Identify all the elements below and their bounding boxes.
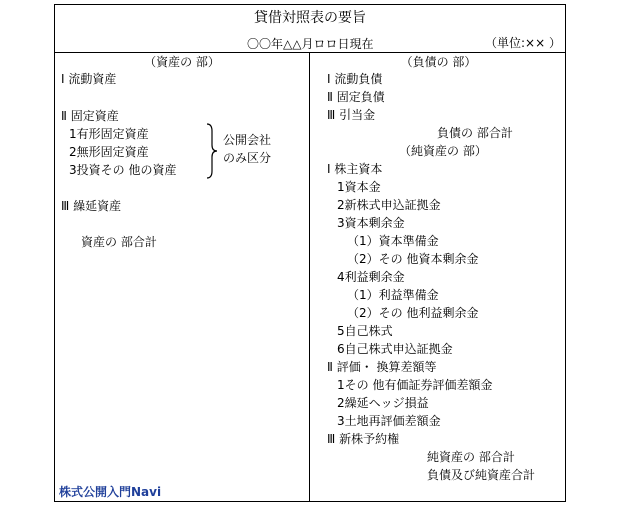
legal-capital-surplus: （1）資本準備金 <box>347 234 439 248</box>
valuation-adjustments: Ⅱ 評価・ 換算差額等 <box>327 360 437 374</box>
capital-stock: 1資本金 <box>337 180 381 194</box>
capital-surplus: 3資本剰余金 <box>337 216 405 230</box>
tangible-fixed-assets: 1有形固定資産 <box>69 127 149 141</box>
current-liabilities: Ⅰ 流動負債 <box>327 72 383 86</box>
header-divider <box>55 52 565 53</box>
land-revaluation-difference: 3土地再評価差額金 <box>337 414 441 428</box>
reserves: Ⅲ 引当金 <box>327 108 376 122</box>
shareholders-equity: Ⅰ 株主資本 <box>327 162 383 176</box>
current-assets: Ⅰ 流動資産 <box>61 72 117 86</box>
total-liabilities: 負債の 部合計 <box>437 126 513 140</box>
legal-earned-surplus: （1）利益準備金 <box>347 288 439 302</box>
other-earned-surplus: （2）その 他利益剰余金 <box>347 306 479 320</box>
fixed-assets: Ⅱ 固定資産 <box>61 109 119 123</box>
investments-other-assets: 3投資その 他の資産 <box>69 163 177 177</box>
document-title: 貸借対照表の要旨 <box>254 10 366 26</box>
public-company-note-line2: のみ区分 <box>223 151 272 165</box>
balance-sheet-summary <box>54 4 566 502</box>
liabilities-heading: （負債の 部） <box>400 55 477 69</box>
brand-logo-text: 株式公開入門Navi <box>59 485 162 499</box>
fixed-liabilities: Ⅱ 固定負債 <box>327 90 385 104</box>
brace-icon <box>205 123 219 179</box>
net-assets-heading: （純資産の 部） <box>399 144 487 158</box>
treasury-stock-subscription: 6自己株式申込証拠金 <box>337 342 453 356</box>
other-capital-surplus: （2）その 他資本剰余金 <box>347 252 479 266</box>
intangible-fixed-assets: 2無形固定資産 <box>69 145 149 159</box>
total-assets: 資産の 部合計 <box>81 235 157 249</box>
column-divider <box>309 52 310 501</box>
total-net-assets: 純資産の 部合計 <box>427 450 515 464</box>
securities-valuation-difference: 1その 他有価証券評価差額金 <box>337 378 493 392</box>
treasury-stock: 5自己株式 <box>337 324 393 338</box>
as-of-date: 〇〇年△△月ロロ日現在 <box>247 37 374 51</box>
new-shares-subscription: 2新株式申込証拠金 <box>337 198 441 212</box>
assets-heading: （資産の 部） <box>144 55 220 69</box>
unit-label: （単位:×× ） <box>485 36 561 50</box>
deferred-hedge-gains-losses: 2繰延ヘッジ損益 <box>337 396 429 410</box>
public-company-note-line1: 公開会社 <box>223 133 272 147</box>
earned-surplus: 4利益剰余金 <box>337 270 405 284</box>
stock-acquisition-rights: Ⅲ 新株予約権 <box>327 432 400 446</box>
deferred-assets: Ⅲ 繰延資産 <box>61 199 122 213</box>
total-liabilities-and-net-assets: 負債及び純資産合計 <box>427 468 536 482</box>
